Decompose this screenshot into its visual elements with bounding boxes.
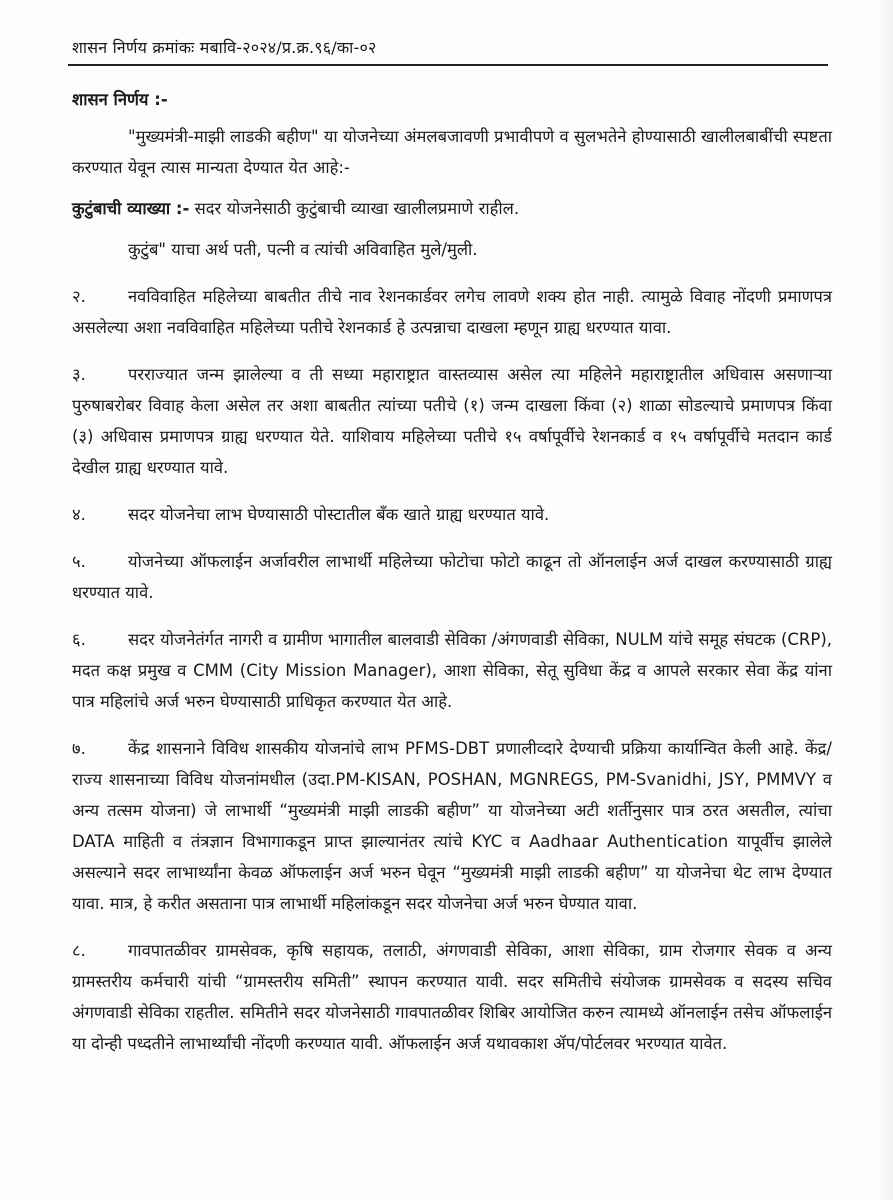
definition-paragraph — [72, 193, 832, 224]
header-divider — [68, 64, 828, 66]
document-reference-header: शासन निर्णय क्रमांकः मबावि-२०२४/प्र.क्र.९६/का-०२ — [72, 38, 377, 57]
clause-number: २. — [72, 287, 86, 306]
clause-text: योजनेच्या ऑफलाईन अर्जावरील लाभार्थी महिलेच्या फोटोचा फोटो काढून तो ऑनलाईन अर्ज दाखल करण्यासाठी ग्राह्य धरण्यात यावे. — [72, 552, 832, 602]
clause-paragraph — [72, 935, 832, 1059]
clause-number: ७. — [72, 739, 86, 758]
clause-number: ३. — [72, 365, 86, 384]
clause-paragraph — [72, 733, 832, 919]
clause-number: ६. — [72, 630, 86, 649]
family-meaning-paragraph: कुटुंब" याचा अर्थ पती, पत्नी व त्यांची अविवाहित मुले/मुली. — [128, 240, 478, 259]
clause-paragraph — [72, 281, 832, 343]
clause-text: केंद्र शासनाने विविध शासकीय योजनांचे लाभ PFMS-DBT प्रणालीव्दारे देण्याची प्रक्रिया कार्यान्वित केली आहे. केंद्र/राज्य शासनाच्या विविध योजनांमधील (उदा.PM-KISAN, POSHAN, MGNREGS, PM-Svanidhi, JSY, PMMVY व अन्य तत्सम योजना) जे लाभार्थी “मुख्यमंत्री माझी लाडकी बहीण” या योजनेच्या अटी शर्तीनुसार पात्र ठरत असतील, त्यांचा DATA माहिती व तंत्रज्ञान विभागाकडून प्राप्त झाल्यानंतर त्यांचे KYC व Aadhaar Authentication यापूर्वीच झालेले असल्याने सदर लाभार्थ्यांना केवळ ऑफलाईन अर्ज भरुन घेवून “मुख्यमंत्री माझी लाडकी बहीण” या योजनेचा थेट लाभ देण्यात यावा. मात्र, हे करीत असताना पात्र लाभार्थी महिलांकडून सदर योजनेचा अर्ज भरुन घेण्यात यावा. — [72, 739, 832, 913]
document-body — [72, 84, 832, 1075]
clause-paragraph — [72, 546, 832, 608]
clause-number: ८. — [72, 941, 86, 960]
clause-number: ५. — [72, 552, 86, 571]
definition-text: सदर योजनेसाठी कुटुंबाची व्याखा खालीलप्रमाणे राहील. — [189, 199, 520, 218]
clause-text: सदर योजनेतंर्गत नागरी व ग्रामीण भागातील बालवाडी सेविका /अंगणवाडी सेविका, NULM यांचे समूह संघटक (CRP), मदत कक्ष प्रमुख व CMM (City Mission Manager), आशा सेविका, सेतू सुविधा केंद्र व आपले सरकार सेवा केंद्र यांना पात्र महिलांचे अर्ज भरुन घेण्यासाठी प्राधिकृत करण्यात येत आहे. — [72, 630, 832, 711]
definition-term: कुटुंबाची व्याख्या :- — [72, 199, 190, 218]
clause-text: नवविवाहित महिलेच्या बाबतीत तीचे नाव रेशनकार्डवर लगेच लावणे शक्य होत नाही. त्यामुळे विवाह नोंदणी प्रमाणपत्र असलेल्या अशा नवविवाहित महिलेच्या पतीचे रेशनकार्ड हे उत्पन्नाचा दाखला म्हणून ग्राह्य धरण्यात यावा. — [72, 287, 832, 337]
clause-text: परराज्यात जन्म झालेल्या व ती सध्या महाराष्ट्रात वास्तव्यास असेल त्या महिलेने महाराष्ट्रातील अधिवास असणाऱ्या पुरुषाबरोबर विवाह केला असेल तर अशा बाबतीत त्यांच्या पतीचे (१) जन्म दाखला किंवा (२) शाळा सोडल्याचे प्रमाणपत्र किंवा (३) अधिवास प्रमाणपत्र ग्राह्य धरण्यात येते. याशिवाय महिलेच्या पतीचे १५ वर्षापूर्वीचे रेशनकार्ड व १५ वर्षापूर्वीचे मतदान कार्ड देखील ग्राह्य धरण्यात यावे. — [72, 365, 832, 477]
page-edge-shadow — [879, 0, 893, 1200]
intro-paragraph: "मुख्यमंत्री-माझी लाडकी बहीण" या योजनेच्या अंमलबजावणी प्रभावीपणे व सुलभतेने होण्यासाठी खालीलबाबींची स्पष्टता करण्यात येवून त्यास मान्यता देण्यात येत आहे:- — [72, 127, 832, 177]
clause-paragraph — [72, 499, 832, 530]
clause-text: सदर योजनेचा लाभ घेण्यासाठी पोस्टातील बँक खाते ग्राह्य धरण्यात यावे. — [128, 505, 550, 524]
clause-text: गावपातळीवर ग्रामसेवक, कृषि सहायक, तलाठी, अंगणवाडी सेविका, आशा सेविका, ग्राम रोजगार सेवक व अन्य ग्रामस्तरीय कर्मचारी यांची “ग्रामस्तरीय समिती” स्थापन करण्यात यावी. सदर समितीचे संयोजक ग्रामसेवक व सदस्य सचिव अंगणवाडी सेविका राहतील. समितीने सदर योजनेसाठी गावपातळीवर शिबिर आयोजित करुन त्यामध्ये ऑनलाईन तसेच ऑफलाईन या दोन्ही पध्दतीने लाभार्थ्यांची नोंदणी करण्यात यावी. ऑफलाईन अर्ज यथावकाश ॲप/पोर्टलवर भरण्यात यावेत. — [72, 941, 832, 1053]
clause-paragraph — [72, 359, 832, 483]
clause-paragraph — [72, 624, 832, 717]
clause-number: ४. — [72, 505, 86, 524]
section-heading: शासन निर्णय :- — [72, 90, 168, 109]
